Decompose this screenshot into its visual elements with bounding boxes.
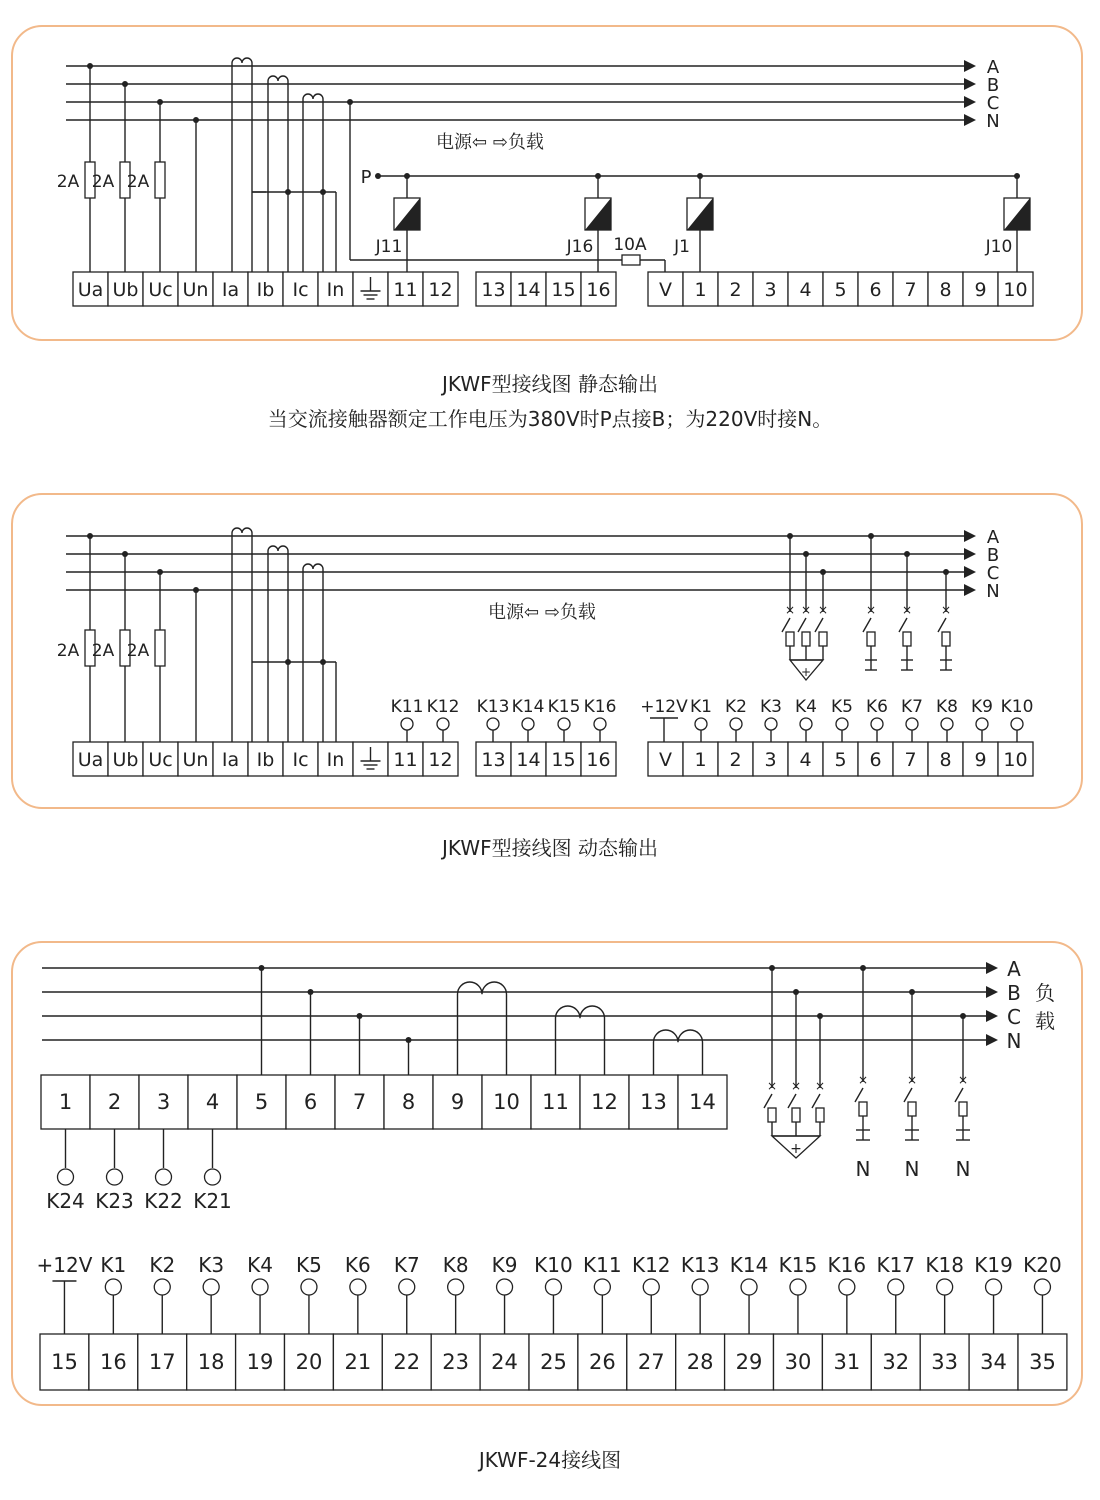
cap-switch-blade [812, 1094, 820, 1108]
fuse-label: 2A [91, 641, 115, 661]
k-label: K12 [426, 697, 460, 717]
p1-terminal-label: 8 [939, 279, 952, 301]
flow-label: 电源⇦ ⇨负载 [436, 132, 544, 153]
indicator-icon [401, 718, 413, 730]
k-label: K7 [901, 697, 923, 717]
k-label: K6 [866, 697, 888, 717]
cap-switch-fuse [819, 632, 827, 646]
p3-bottom-terminal-label: 15 [51, 1350, 78, 1374]
p1-terminal-label: 12 [428, 279, 453, 301]
p2-terminal-label: Uc [148, 749, 173, 771]
k-label: K2 [149, 1253, 176, 1277]
p1-terminal-label: 10 [1003, 279, 1028, 301]
p1-terminal-label: Ua [77, 279, 104, 301]
p3-bottom-terminal-label: 21 [344, 1350, 372, 1374]
p1-terminal-label: 4 [799, 279, 812, 301]
indicator-icon [692, 1279, 708, 1295]
k-label: K11 [390, 697, 424, 717]
indicator-icon [1034, 1279, 1050, 1295]
k-label: K14 [511, 697, 545, 717]
phase-arrow-icon [964, 96, 976, 108]
p3-top-terminal-label: 3 [156, 1090, 171, 1114]
p1-terminal-label: 7 [904, 279, 917, 301]
indicator-icon [156, 1169, 172, 1185]
indicator-icon [888, 1279, 904, 1295]
ct-a-icon [232, 58, 252, 272]
k-label: K3 [198, 1253, 225, 1277]
p1-terminal-label: Ic [292, 279, 309, 301]
load-label: 载 [1035, 1009, 1055, 1033]
indicator-icon [522, 718, 534, 730]
p3-bottom-terminal-label: 25 [540, 1350, 567, 1374]
ct-c-icon [654, 1030, 703, 1075]
k-label: K1 [100, 1253, 127, 1277]
k-label: K22 [144, 1189, 183, 1213]
k-label: K1 [690, 697, 712, 717]
fuse-icon [155, 162, 165, 198]
ct-a-icon [458, 982, 507, 1075]
cap-switch-blade [904, 1088, 912, 1102]
k-label: K2 [725, 697, 747, 717]
p3-top-terminal-label: 8 [401, 1090, 416, 1114]
indicator-icon [594, 1279, 610, 1295]
phase-arrow-icon [986, 1010, 998, 1022]
k-label: K10 [1000, 697, 1034, 717]
indicator-icon [154, 1279, 170, 1295]
k-label: K4 [795, 697, 817, 717]
k-label: K5 [296, 1253, 322, 1277]
p2-terminal-label: 13 [481, 749, 506, 771]
k-label: K16 [827, 1253, 867, 1277]
p2-terminal-label: 12 [428, 749, 453, 771]
k-label: K23 [95, 1189, 134, 1213]
indicator-icon [906, 718, 918, 730]
k-label: K13 [680, 1253, 720, 1277]
p2-terminal-label: 10 [1003, 749, 1028, 771]
phase-arrow-icon [986, 986, 998, 998]
p2-terminal-label: 11 [393, 749, 418, 771]
cap-switch-fuse [768, 1108, 776, 1122]
cap-switch-fuse [867, 632, 875, 646]
p3-bottom-terminal-label: 29 [735, 1350, 763, 1374]
fuse-icon [155, 630, 165, 666]
phase-label: B [1007, 981, 1021, 1005]
indicator-icon [839, 1279, 855, 1295]
indicator-icon [741, 1279, 757, 1295]
indicator-icon [58, 1169, 74, 1185]
fuse-label: 2A [56, 172, 80, 192]
indicator-icon [976, 718, 988, 730]
ct-b-icon [268, 546, 288, 742]
k-label: K11 [583, 1253, 622, 1277]
indicator-icon [497, 1279, 513, 1295]
phase-label: N [986, 111, 1000, 132]
caption-1-note: 当交流接触器额定工作电压为380V时P点接B；为220V时接N。 [267, 407, 833, 431]
indicator-icon [790, 1279, 806, 1295]
relay-label: J11 [375, 237, 403, 257]
fuse-label: 2A [56, 641, 80, 661]
p3-bottom-terminal-label: 35 [1029, 1350, 1056, 1374]
phase-label: N [1006, 1029, 1022, 1053]
p1-terminal-label: 16 [586, 279, 611, 301]
k-label: K10 [534, 1253, 573, 1277]
cap-switch-fuse [903, 632, 911, 646]
phase-label: B [986, 75, 1000, 96]
p3-top-terminal-label: 1 [58, 1090, 73, 1114]
indicator-icon [871, 718, 883, 730]
k-label: K21 [193, 1189, 232, 1213]
phase-arrow-icon [964, 60, 976, 72]
k-label: K8 [936, 697, 958, 717]
n-label: N [904, 1157, 920, 1181]
p3-bottom-terminal-label: 30 [784, 1350, 812, 1374]
p3-top-terminal-label: 4 [205, 1090, 220, 1114]
k-label: K3 [760, 697, 782, 717]
p2-terminal-label: 8 [939, 749, 952, 771]
indicator-icon [695, 718, 707, 730]
indicator-icon [765, 718, 777, 730]
p3-bottom-terminal-label: 20 [295, 1350, 323, 1374]
delta-plus: + [800, 665, 812, 679]
p3-bottom-terminal-label: 24 [491, 1350, 518, 1374]
p2-terminal-label: V [659, 749, 672, 771]
cap-switch-x: × [817, 603, 829, 617]
indicator-icon [205, 1169, 221, 1185]
cap-switch-blade [899, 618, 907, 632]
p2-terminal-label: Un [182, 749, 209, 771]
p2-terminal-label: 15 [551, 749, 576, 771]
cap-switch-x: × [865, 603, 877, 617]
p1-terminal-label: Ia [221, 279, 240, 301]
k-label: K9 [491, 1253, 518, 1277]
indicator-icon [643, 1279, 659, 1295]
cap-switch-x: × [800, 603, 812, 617]
caption-2-title: JKWF型接线图 动态输出 [442, 836, 658, 860]
p1-terminal-label: Ub [112, 279, 139, 301]
p2-terminal-label: 1 [694, 749, 707, 771]
p3-bottom-terminal-label: 34 [980, 1350, 1007, 1374]
p3-top-terminal-label: 7 [352, 1090, 367, 1114]
phase-label: N [986, 581, 1000, 602]
p3-top-terminal-label: 10 [493, 1090, 520, 1114]
cap-switch-fuse [786, 632, 794, 646]
p1-terminal-label: Uc [148, 279, 173, 301]
indicator-icon [545, 1279, 561, 1295]
phase-label: A [1007, 957, 1021, 981]
p1-terminal-label: Ib [256, 279, 275, 301]
p3-bottom-terminal-label: 31 [833, 1350, 861, 1374]
delta-plus: + [790, 1141, 802, 1157]
p2-terminal-label: 3 [764, 749, 777, 771]
caption-1-title: JKWF型接线图 静态输出 [442, 372, 658, 396]
k-label: K4 [247, 1253, 273, 1277]
cap-switch-blade [798, 618, 806, 632]
indicator-icon [941, 718, 953, 730]
p2-terminal-label: 16 [586, 749, 611, 771]
phase-label: C [986, 563, 1000, 584]
p2-terminal-label: 14 [516, 749, 541, 771]
plus12-label: +12V [640, 697, 688, 717]
phase-arrow-icon [964, 548, 976, 560]
fuse-10a-icon [622, 255, 640, 265]
k-label: K20 [1023, 1253, 1062, 1277]
k-label: K8 [442, 1253, 469, 1277]
relay-label: J16 [566, 237, 594, 257]
ct-b-icon [268, 76, 288, 272]
indicator-icon [437, 718, 449, 730]
p1-terminal-label: 9 [974, 279, 987, 301]
p3-top-terminal-label: 6 [303, 1090, 318, 1114]
fuse-10a-label: 10A [613, 235, 647, 255]
p1-terminal-label: 15 [551, 279, 576, 301]
cap-switch-blade [815, 618, 823, 632]
k-label: K18 [925, 1253, 964, 1277]
p1-terminal-label: 14 [516, 279, 541, 301]
p2-terminal-label: Ua [77, 749, 104, 771]
p3-bottom-terminal-label: 17 [148, 1350, 176, 1374]
phase-arrow-icon [964, 530, 976, 542]
p3-bottom-terminal-label: 26 [588, 1350, 616, 1374]
k-label: K6 [344, 1253, 371, 1277]
p3-bottom-terminal-label: 32 [882, 1350, 910, 1374]
indicator-icon [350, 1279, 366, 1295]
indicator-icon [203, 1279, 219, 1295]
indicator-icon [594, 718, 606, 730]
indicator-icon [399, 1279, 415, 1295]
cap-switch-x: × [784, 603, 796, 617]
k-label: K19 [974, 1253, 1013, 1277]
p1-terminal-label: In [326, 279, 345, 301]
phase-arrow-icon [964, 78, 976, 90]
cap-switch-blade [938, 618, 946, 632]
p2-terminal-label: 6 [869, 749, 882, 771]
indicator-icon [1011, 718, 1023, 730]
p-label: P [360, 167, 372, 188]
p1-terminal-label: V [659, 279, 672, 301]
cap-switch-fuse [942, 632, 950, 646]
fuse-label: 2A [126, 172, 150, 192]
k-label: K7 [393, 1253, 420, 1277]
p2-terminal-label: Ub [112, 749, 139, 771]
cap-switch-x: × [957, 1073, 969, 1087]
indicator-icon [105, 1279, 121, 1295]
phase-label: C [986, 93, 1000, 114]
cap-switch-blade [764, 1094, 772, 1108]
k-label: K5 [831, 697, 853, 717]
k-label: K13 [476, 697, 510, 717]
cap-switch-fuse [908, 1102, 916, 1116]
plus12-label: +12V [36, 1253, 93, 1277]
cap-switch-blade [782, 618, 790, 632]
indicator-icon [986, 1279, 1002, 1295]
p3-bottom-terminal-label: 18 [197, 1350, 225, 1374]
p2-terminal-label: Ic [292, 749, 309, 771]
phase-arrow-icon [964, 566, 976, 578]
cap-switch-blade [863, 618, 871, 632]
p1-terminal-label: 3 [764, 279, 777, 301]
p2-terminal-label: 2 [729, 749, 742, 771]
k-label: K16 [583, 697, 617, 717]
phase-arrow-icon [986, 962, 998, 974]
p3-top-terminal-label: 12 [591, 1090, 618, 1114]
phase-arrow-icon [964, 584, 976, 596]
indicator-icon [937, 1279, 953, 1295]
cap-switch-blade [788, 1094, 796, 1108]
cap-switch-x: × [906, 1073, 918, 1087]
phase-label: B [986, 545, 1000, 566]
p3-bottom-terminal-label: 23 [442, 1350, 470, 1374]
phase-label: C [1007, 1005, 1021, 1029]
p3-bottom-terminal-label: 16 [99, 1350, 127, 1374]
k-label: K24 [46, 1189, 85, 1213]
p1-terminal-label: 11 [393, 279, 418, 301]
fuse-label: 2A [91, 172, 115, 192]
p3-bottom-terminal-label: 19 [246, 1350, 274, 1374]
p3-bottom-terminal-label: 28 [686, 1350, 714, 1374]
caption-3-title: JKWF-24接线图 [478, 1448, 622, 1472]
phase-arrow-icon [986, 1034, 998, 1046]
k-label: K9 [971, 697, 993, 717]
cap-switch-blade [955, 1088, 963, 1102]
p2-terminal-label: 5 [834, 749, 847, 771]
p2-terminal-label: Ib [256, 749, 275, 771]
k-label: K15 [547, 697, 581, 717]
indicator-icon [836, 718, 848, 730]
indicator-icon [301, 1279, 317, 1295]
p2-terminal-label: 9 [974, 749, 987, 771]
p3-bottom-terminal-label: 22 [393, 1350, 421, 1374]
cap-switch-fuse [802, 632, 810, 646]
p3-bottom-terminal-label: 27 [637, 1350, 665, 1374]
p1-terminal-label: 6 [869, 279, 882, 301]
p2-terminal-label: In [326, 749, 345, 771]
phase-label: A [986, 527, 1000, 548]
cap-switch-x: × [814, 1079, 826, 1093]
p1-terminal-label: 5 [834, 279, 847, 301]
indicator-icon [800, 718, 812, 730]
p3-top-terminal-label: 13 [640, 1090, 667, 1114]
cap-switch-x: × [940, 603, 952, 617]
cap-switch-x: × [901, 603, 913, 617]
indicator-icon [730, 718, 742, 730]
p2-terminal-label: Ia [221, 749, 240, 771]
p3-top-terminal-label: 11 [542, 1090, 569, 1114]
cap-switch-x: × [857, 1073, 869, 1087]
cap-switch-x: × [790, 1079, 802, 1093]
load-label: 负 [1035, 981, 1055, 1005]
p1-terminal-label: 1 [694, 279, 707, 301]
fuse-label: 2A [126, 641, 150, 661]
cap-switch-x: × [766, 1079, 778, 1093]
p2-terminal-label: 7 [904, 749, 917, 771]
indicator-icon [487, 718, 499, 730]
indicator-icon [558, 718, 570, 730]
ct-a-icon [232, 528, 252, 742]
cap-switch-fuse [792, 1108, 800, 1122]
p3-top-terminal-label: 5 [254, 1090, 269, 1114]
indicator-icon [448, 1279, 464, 1295]
relay-label: J10 [985, 237, 1013, 257]
indicator-icon [107, 1169, 123, 1185]
cap-switch-blade [855, 1088, 863, 1102]
p3-top-terminal-label: 9 [450, 1090, 465, 1114]
p1-terminal-label: 13 [481, 279, 506, 301]
p1-terminal-label: Un [182, 279, 209, 301]
phase-label: A [986, 57, 1000, 78]
phase-arrow-icon [964, 114, 976, 126]
p3-bottom-terminal-label: 33 [931, 1350, 959, 1374]
k-label: K17 [876, 1253, 916, 1277]
cap-switch-fuse [959, 1102, 967, 1116]
n-label: N [855, 1157, 871, 1181]
p3-top-terminal-label: 2 [107, 1090, 122, 1114]
relay-label: J1 [674, 237, 690, 257]
cap-switch-fuse [859, 1102, 867, 1116]
p1-terminal-label: 2 [729, 279, 742, 301]
p3-top-terminal-label: 14 [689, 1090, 716, 1114]
p2-terminal-label: 4 [799, 749, 812, 771]
n-label: N [955, 1157, 971, 1181]
k-label: K14 [729, 1253, 769, 1277]
cap-switch-fuse [816, 1108, 824, 1122]
flow-label: 电源⇦ ⇨负载 [488, 602, 596, 623]
k-label: K12 [631, 1253, 671, 1277]
indicator-icon [252, 1279, 268, 1295]
k-label: K15 [778, 1253, 818, 1277]
